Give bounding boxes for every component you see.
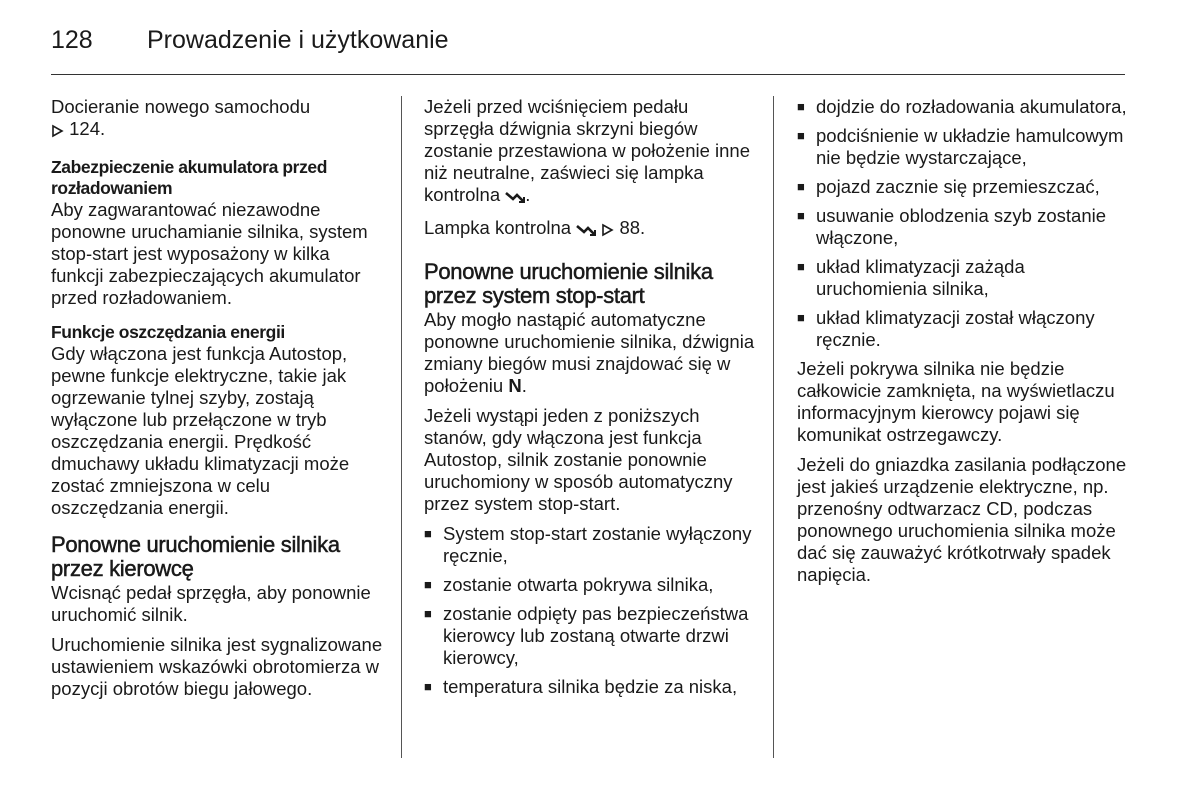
conditions-list (424, 523, 759, 698)
list-item: ■ układ klimatyzacji został włączony ręcznie. (797, 307, 1132, 351)
column-1 (51, 96, 386, 708)
heading-system-restart: Ponowne uruchomienie silnika przez system stop-start (424, 259, 713, 308)
autostop-lamp-icon (576, 220, 596, 242)
paragraph-driver-2: Uruchomienie silnika jest sygnalizowane ustawieniem wskazówki obrotomierza w pozycji obrotów biegu jałowego. (51, 634, 383, 699)
column-2 (424, 96, 759, 705)
paragraph-auto-restart: Aby mogło nastąpić automatyczne ponowne uruchomienie silnika, dźwignia zmiany biegów musi znajdować się w położeniu N. (424, 309, 755, 396)
paragraph-energy: Gdy włączona jest funkcja Autostop, pewne funkcje elektryczne, takie jak ogrzewanie tylnej szyby, zostają wyłączone lub przełączone w tryb oszczędzania energii. Prędkość dmuchawy układu klimatyzacji może zostać zmniejszona w celu oszczędzania energii. (51, 343, 350, 518)
heading-energy: Funkcje oszczędzania energii (51, 322, 285, 342)
page-header (51, 26, 449, 60)
page-number: 128 (51, 26, 93, 54)
list-item: ■ temperatura silnika będzie za niska, (424, 676, 759, 698)
arrow-reference-icon (601, 220, 614, 242)
list-item: ■ usuwanie oblodzenia szyb zostanie włączone, (797, 205, 1132, 249)
list-item: ■ podciśnienie w układzie hamulcowym nie będzie wystarczające, (797, 125, 1132, 169)
reference-link[interactable]: 88. (619, 217, 646, 238)
header-divider (51, 74, 1125, 75)
paragraph-conditions: Jeżeli wystąpi jeden z poniższych stanów, gdy włączona jest funkcja Autostop, silnik zostanie ponownie uruchomiony w sposób automatyczny przez system stop-start. (424, 405, 733, 514)
paragraph-hood-warning: Jeżeli pokrywa silnika nie będzie całkowicie zamknięta, na wyświetlaczu informacyjnym kierowcy pojawi się komunikat ostrzegawczy. (797, 358, 1115, 445)
paragraph-battery: Aby zagwarantować niezawodne ponowne uruchamianie silnika, system stop-start jest wyposażony w kilka funkcji zabezpieczających akumulator przed rozładowaniem. (51, 199, 368, 308)
paragraph-clutch: Jeżeli przed wciśnięciem pedału sprzęgła dźwignia skrzyni biegów zostanie przestawiona w położenie inne niż neutralne, zaświeci się lampka kontrolna . (424, 96, 759, 209)
paragraph-break-in: Docieranie nowego samochodu 124. (51, 96, 386, 143)
paragraph-lamp: Lampka kontrolna 88. (424, 217, 759, 242)
list-item: ■ dojdzie do rozładowania akumulatora, (797, 96, 1132, 118)
column-divider-2 (773, 96, 774, 758)
list-item: ■ układ klimatyzacji zażąda uruchomienia silnika, (797, 256, 1132, 300)
reference-link[interactable]: 124. (69, 118, 106, 139)
autostop-lamp-icon (505, 187, 525, 209)
list-item: ■ zostanie odpięty pas bezpieczeństwa kierowcy lub zostaną otwarte drzwi kierowcy, (424, 603, 759, 669)
arrow-reference-icon (51, 121, 64, 143)
heading-driver-restart: Ponowne uruchomienie silnika przez kierowcę (51, 532, 340, 581)
heading-battery: Zabezpieczenie akumulatora przed rozładowaniem (51, 157, 328, 198)
paragraph-driver-1: Wcisnąć pedał sprzęgła, aby ponownie uruchomić silnik. (51, 582, 371, 625)
conditions-list-continued (797, 96, 1132, 351)
column-divider-1 (401, 96, 402, 758)
list-item: ■ pojazd zacznie się przemieszczać, (797, 176, 1132, 198)
paragraph-voltage-drop: Jeżeli do gniazdka zasilania podłączone jest jakieś urządzenie elektryczne, np. przenośny odtwarzacz CD, podczas ponownego uruchomienia silnika może dać się zauważyć krótkotrwały spadek napięcia. (797, 454, 1127, 585)
list-item: ■ zostanie otwarta pokrywa silnika, (424, 574, 759, 596)
page-title: Prowadzenie i użytkowanie (147, 26, 449, 54)
column-3 (797, 96, 1132, 594)
list-item: ■ System stop-start zostanie wyłączony ręcznie, (424, 523, 759, 567)
